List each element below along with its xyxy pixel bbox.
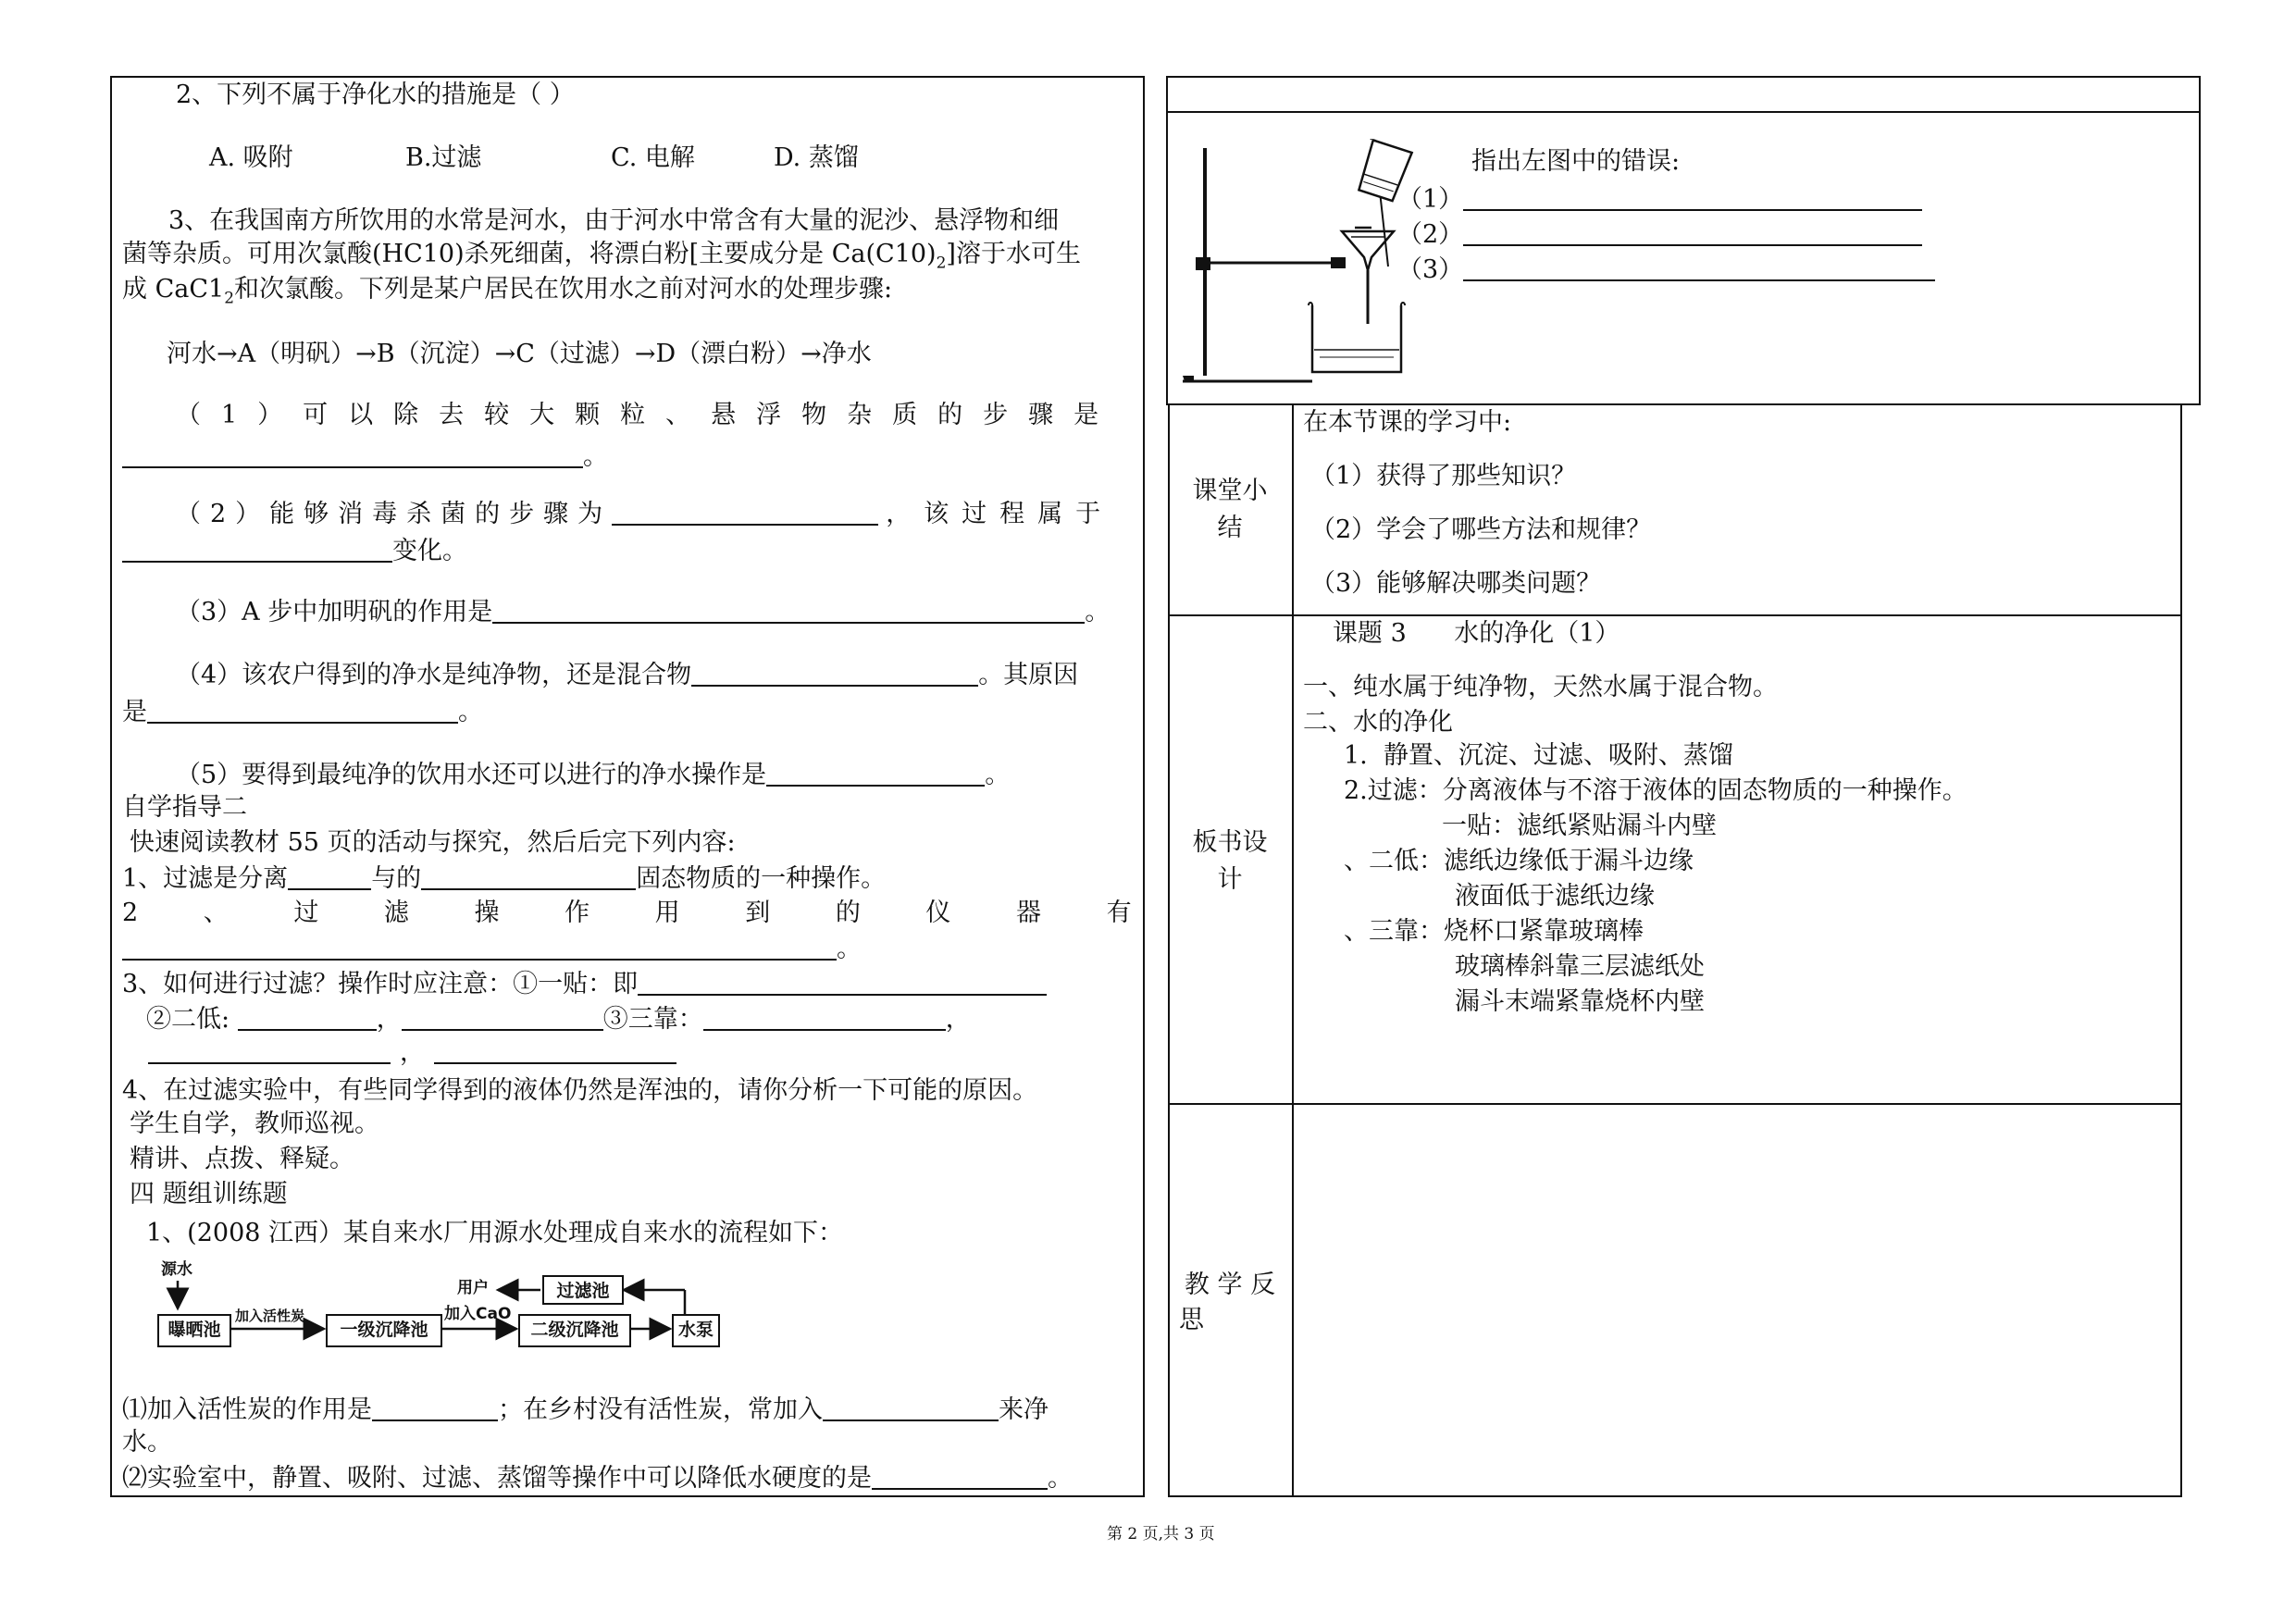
board-line-1: 一、纯水属于纯净物，天然水属于混合物。 <box>1303 673 1778 701</box>
q2-option-a: A. 吸附 <box>209 143 293 172</box>
guide2-i3c: ③三靠： <box>602 1005 703 1034</box>
guide2-intro: 快速阅读教材 55 页的活动与探究，然后后完下列内容: <box>130 828 736 857</box>
q3-p1 <box>176 400 1119 431</box>
guide2-i3-blank-4[interactable] <box>703 1003 946 1031</box>
group-q1: 1、(2008 江西）某自来水厂用源水处理成自来水的流程如下： <box>146 1219 844 1247</box>
guide2-s1: 学生自学，教师巡视。 <box>130 1110 379 1138</box>
group-a1-blank-1[interactable] <box>372 1394 498 1421</box>
board-title: 课题 3 水的净化（1） <box>1333 619 1620 648</box>
q3-p4-blank-2[interactable] <box>147 696 458 724</box>
group-a1-blank-2[interactable] <box>823 1394 999 1421</box>
q2-option-c: C. 电解 <box>611 143 695 172</box>
guide2-i2-end: 。 <box>837 935 862 963</box>
q3-p4-blank-1[interactable] <box>691 659 978 687</box>
guide2-i1-blank-2[interactable] <box>421 862 636 890</box>
q3-p4-text: （4）该农户得到的净水是纯净物，还是混合物 <box>176 661 692 689</box>
board-line-5: 一贴：滤纸紧贴漏斗内壁 <box>1442 812 1717 840</box>
group-a2 <box>122 1462 1073 1494</box>
q2-option-d: D. 蒸馏 <box>774 143 859 172</box>
guide2-i1c: 固态物质的一种操作。 <box>636 864 887 893</box>
guide2-item-3 <box>122 968 1047 1000</box>
summary-label-line-1: 课堂小 <box>1192 477 1268 505</box>
q2-option-b: B.过滤 <box>405 143 482 172</box>
q3-p1-blank[interactable] <box>122 440 583 468</box>
q3-p2-blank-1[interactable] <box>612 498 878 526</box>
q3-p1-text: （1）可以除去较大颗粒、悬浮物杂质的步骤是 <box>176 401 1120 429</box>
diagram-item-1 <box>1397 183 1922 216</box>
flow-label-cao: 加入CaO <box>444 1305 512 1323</box>
diagram-item-2-blank[interactable] <box>1463 218 1922 246</box>
guide2-i3a: 3、如何进行过滤？操作时应注意：①一贴：即 <box>122 970 639 998</box>
group-a1a: ⑴加入活性炭的作用是 <box>122 1395 372 1424</box>
q3-p3-end: 。 <box>1085 598 1111 626</box>
q3-p3 <box>176 596 1110 628</box>
water-process-flow <box>148 1260 740 1353</box>
q3-line-3-sub: 2 <box>224 289 235 308</box>
q3-line-3 <box>122 274 892 314</box>
q3-p4-end: 。 <box>458 698 483 726</box>
q3-p2-text: （2）能够消毒杀菌的步骤为 <box>176 500 613 528</box>
board-line-4: 2.过滤：分离液体与不溶于液体的固态物质的一种操作。 <box>1344 776 1967 805</box>
table-row-divider-2 <box>1168 1103 2182 1105</box>
flow-box-secondary-sedimentation: 二级沉降池 <box>518 1314 631 1347</box>
diagram-item-3-blank[interactable] <box>1463 254 1935 281</box>
q3-p2-blank-2[interactable] <box>122 535 392 563</box>
q2-stem: 2、下列不属于净化水的措施是（ ） <box>176 81 575 109</box>
q3-line-2-end: ]溶于水可生 <box>946 240 1081 268</box>
diagram-item-3-num: （3） <box>1397 255 1464 284</box>
table-column-divider <box>1292 403 1294 1497</box>
guide2-i2-blank[interactable] <box>122 933 837 961</box>
board-line-8: 、三靠：烧杯口紧靠玻璃棒 <box>1344 917 1644 946</box>
q3-p5-text: （5）要得到最纯净的饮用水还可以进行的净水操作是 <box>176 761 767 789</box>
diagram-item-1-num: （1） <box>1397 185 1464 214</box>
q3-p4-l2: 是 <box>122 698 147 726</box>
q3-p5-blank[interactable] <box>766 759 985 787</box>
flow-source-label: 源水 <box>161 1260 192 1279</box>
board-line-7: 液面低于滤纸边缘 <box>1455 882 1655 911</box>
flow-user-label: 用户 <box>457 1279 489 1297</box>
q3-line-2-text: 菌等杂质。可用次氯酸(HC10)杀死细菌，将漂白粉[主要成分是 Ca(C10) <box>122 240 937 268</box>
q3-line-2-sub: 2 <box>936 254 947 273</box>
guide2-i1a: 1、过滤是分离 <box>122 864 289 893</box>
q3-line-3-text: 成 CaC1 <box>122 275 225 304</box>
q3-p5 <box>176 759 1010 791</box>
guide2-i3-blank-1[interactable] <box>638 968 1047 996</box>
diagram-prompt: 指出左图中的错误: <box>1471 147 1681 176</box>
q3-p2-mid: ，该过程属于 <box>886 500 1114 528</box>
summary-intro: 在本节课的学习中: <box>1303 408 1512 437</box>
group-a1c: 来净 <box>999 1395 1049 1424</box>
summary-q1: （1）获得了那些知识？ <box>1310 462 1577 490</box>
group-a2-blank[interactable] <box>872 1462 1048 1490</box>
page-footer: 第 2 页,共 3 页 <box>1107 1525 1215 1543</box>
guide2-i3c-end: ， <box>945 1005 971 1034</box>
q3-p3-blank[interactable] <box>492 596 1085 624</box>
board-line-6: 、二低：滤纸边缘低于漏斗边缘 <box>1344 847 1694 875</box>
reflect-label-line-2: 思 <box>1179 1306 1204 1334</box>
group-a1 <box>122 1394 1049 1426</box>
flow-box-filter-pool: 过滤池 <box>542 1275 624 1305</box>
board-line-2: 二、水的净化 <box>1303 708 1453 737</box>
group-title: 四 题组训练题 <box>130 1180 288 1209</box>
flow-box-primary-sedimentation: 一级沉降池 <box>326 1314 442 1347</box>
q3-p4-mid: 。其原因 <box>978 661 1079 689</box>
q3-p4 <box>176 659 1078 691</box>
flow-box-pump: 水泵 <box>672 1314 720 1347</box>
board-line-3: 1. 静置、沉淀、过滤、吸附、蒸馏 <box>1344 741 1733 770</box>
guide2-i3-blank-6[interactable] <box>434 1036 676 1064</box>
guide2-title: 自学指导二 <box>122 793 247 822</box>
diagram-item-2-num: （2） <box>1397 220 1464 249</box>
q3-p1-line2 <box>122 440 608 473</box>
group-a2-text: ⑵实验室中，静置、吸附、过滤、蒸馏等操作中可以降低水硬度的是 <box>122 1464 872 1493</box>
q3-p1-end: 。 <box>583 442 608 471</box>
guide2-item-2-line2 <box>122 933 862 965</box>
q3-line-2 <box>122 239 1081 279</box>
q3-p3-text: （3）A 步中加明矾的作用是 <box>176 598 493 626</box>
filtration-apparatus <box>1173 139 1433 389</box>
guide2-i3b: ②二低: <box>146 1005 230 1034</box>
q3-p2-end: 变化。 <box>392 537 467 565</box>
diagram-top-rule <box>1166 111 2201 113</box>
q3-process: 河水→A（明矾）→B（沉淀）→C（过滤）→D（漂白粉）→净水 <box>167 340 872 368</box>
q3-line-1: 3、在我国南方所饮用的水常是河水，由于河水中常含有大量的泥沙、悬浮物和细 <box>168 206 1060 235</box>
q3-line-3-end: 和次氯酸。下列是某户居民在饮用水之前对河水的处理步骤: <box>234 275 893 304</box>
q3-p2-line2 <box>122 535 467 567</box>
flow-label-activated-carbon: 加入活性炭 <box>235 1308 305 1324</box>
guide2-i3-blank-3[interactable] <box>402 1003 603 1031</box>
guide2-item-3-line3 <box>148 1036 676 1069</box>
guide2-i3-blank-2[interactable] <box>238 1003 377 1031</box>
guide2-i3b-sep: ， <box>376 1005 402 1034</box>
guide2-item-4: 4、在过滤实验中，有些同学得到的液体仍然是浑浊的，请你分析一下可能的原因。 <box>122 1076 1038 1105</box>
board-label-line-1: 板书设 <box>1192 828 1268 857</box>
diagram-item-1-blank[interactable] <box>1463 183 1922 211</box>
guide2-i1-blank-1[interactable] <box>288 862 371 890</box>
group-a1-line2: 水。 <box>122 1428 172 1457</box>
guide2-item-3-line2 <box>146 1003 971 1035</box>
board-line-9: 玻璃棒斜靠三层滤纸处 <box>1455 952 1705 981</box>
guide2-item-2: 2 、 过 滤 操 作 用 到 的 仪 器 有 <box>122 899 1160 927</box>
flow-box-sun-pool: 曝晒池 <box>157 1314 231 1347</box>
reflect-label-line-1: 教 学 反 <box>1184 1271 1276 1299</box>
group-a2-end: 。 <box>1048 1464 1073 1493</box>
guide2-item-1 <box>122 862 886 895</box>
guide2-i3-blank-5[interactable] <box>148 1036 391 1064</box>
diagram-item-3 <box>1397 254 1935 286</box>
group-a1b: ；在乡村没有活性炭，常加入 <box>498 1395 823 1424</box>
summary-q3: （3）能够解决哪类问题？ <box>1310 569 1602 598</box>
summary-q2: （2）学会了哪些方法和规律？ <box>1310 515 1652 544</box>
board-line-10: 漏斗末端紧靠烧杯内壁 <box>1455 987 1705 1016</box>
diagram-item-2 <box>1397 218 1922 251</box>
guide2-i1b: 与的 <box>371 864 422 893</box>
table-row-divider-1 <box>1168 614 2182 616</box>
board-label-line-2: 计 <box>1217 865 1243 894</box>
guide2-s2: 精讲、点拨、释疑。 <box>130 1145 354 1173</box>
q3-p5-end: 。 <box>985 761 1011 789</box>
guide2-i3d-sep: ， <box>400 1038 425 1067</box>
summary-label-line-2: 结 <box>1217 514 1243 542</box>
q3-p2 <box>176 498 1113 530</box>
q3-p4-line2 <box>122 696 483 728</box>
